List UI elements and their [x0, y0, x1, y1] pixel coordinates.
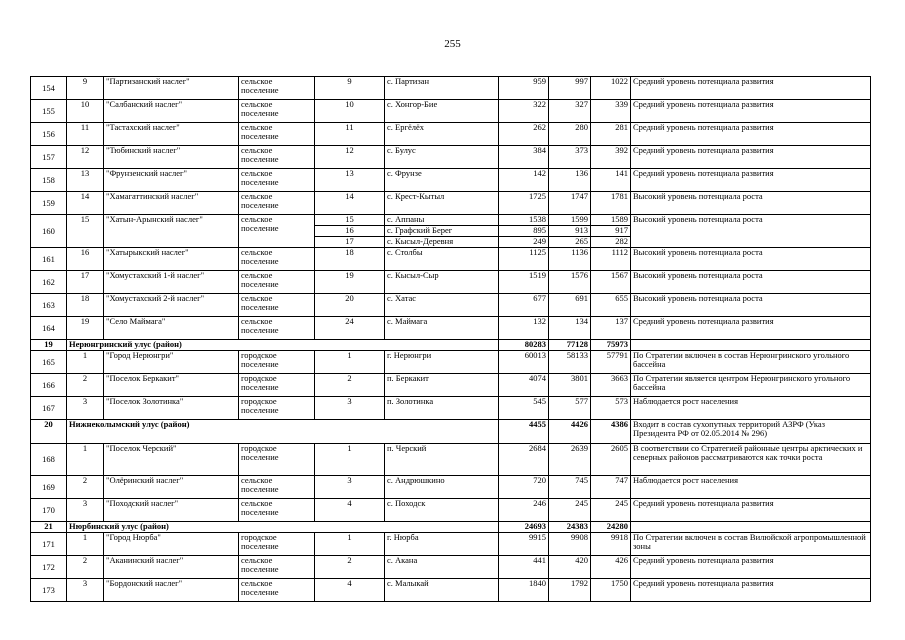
municipality-type: сельское поселение: [239, 77, 315, 100]
municipality-number: 9: [67, 77, 104, 100]
municipality-type: сельское поселение: [239, 215, 315, 248]
settlement-number: 3: [315, 397, 385, 420]
population-value-3: 282: [591, 237, 631, 248]
population-value-2: 1599: [549, 215, 591, 226]
settlement-number: 19: [315, 271, 385, 294]
municipality-type: сельское поселение: [239, 499, 315, 522]
settlement-number: 2: [315, 556, 385, 579]
municipality-type: сельское поселение: [239, 100, 315, 123]
municipality-type: городское поселение: [239, 351, 315, 374]
note: Средний уровень потенциала развития: [631, 317, 871, 340]
row-number: 154: [31, 77, 67, 100]
note: Средний уровень потенциала развития: [631, 146, 871, 169]
table-row: [31, 556, 871, 579]
municipality-type: городское поселение: [239, 374, 315, 397]
row-number: 164: [31, 317, 67, 340]
table-row: [31, 444, 871, 476]
note: Средний уровень потенциала развития: [631, 499, 871, 522]
table-row: [31, 169, 871, 192]
settlement-name: с. Кысыл-Сыр: [385, 271, 499, 294]
page-number: 255: [444, 38, 461, 50]
district-row: [31, 340, 871, 351]
population-value-1: 1519: [499, 271, 549, 294]
population-value-2: 4426: [549, 420, 591, 444]
settlement-number: 10: [315, 100, 385, 123]
population-value-3: 1750: [591, 579, 631, 602]
table-row: [31, 351, 871, 374]
municipality-name: "Партизанский наслег": [104, 77, 239, 100]
note: [631, 522, 871, 533]
population-value-2: 420: [549, 556, 591, 579]
table-row: [31, 533, 871, 556]
municipality-name: "Город Нерюнгри": [104, 351, 239, 374]
population-value-2: 327: [549, 100, 591, 123]
population-value-2: 265: [549, 237, 591, 248]
municipality-type: сельское поселение: [239, 476, 315, 499]
population-value-3: 9918: [591, 533, 631, 556]
note: Наблюдается рост населения: [631, 397, 871, 420]
municipality-number: 17: [67, 271, 104, 294]
note: Входит в состав сухопутных территорий АЗРФ (Указ Президента РФ от 02.05.2014 № 296): [631, 420, 871, 444]
population-value-1: 1125: [499, 248, 549, 271]
municipality-name: "Хамагаттинский наслег": [104, 192, 239, 215]
population-value-3: 24280: [591, 522, 631, 533]
population-value-1: 142: [499, 169, 549, 192]
settlement-number: 14: [315, 192, 385, 215]
municipality-name: "Хомустахский 2-й наслег": [104, 294, 239, 317]
row-number: 159: [31, 192, 67, 215]
table-row: [31, 100, 871, 123]
municipality-name: "Олёринский наслег": [104, 476, 239, 499]
row-number: 168: [31, 444, 67, 476]
municipality-name: "Город Нюрба": [104, 533, 239, 556]
population-value-2: 134: [549, 317, 591, 340]
settlement-number: 2: [315, 374, 385, 397]
population-value-2: 136: [549, 169, 591, 192]
population-value-1: 1725: [499, 192, 549, 215]
settlement-name: п. Черский: [385, 444, 499, 476]
population-value-2: 3801: [549, 374, 591, 397]
population-value-3: 392: [591, 146, 631, 169]
note: Наблюдается рост населения: [631, 476, 871, 499]
settlement-name: с. Крест-Кытыл: [385, 192, 499, 215]
population-value-3: 75973: [591, 340, 631, 351]
population-value-2: 373: [549, 146, 591, 169]
table-row: [31, 146, 871, 169]
note: Высокий уровень потенциала роста: [631, 248, 871, 271]
municipality-name: "Походский наслег": [104, 499, 239, 522]
municipality-name: "Салбанский наслег": [104, 100, 239, 123]
population-value-2: 1136: [549, 248, 591, 271]
population-value-2: 9908: [549, 533, 591, 556]
municipality-type: сельское поселение: [239, 579, 315, 602]
settlement-name: с. Хонгор-Бие: [385, 100, 499, 123]
settlement-name: с. Хатас: [385, 294, 499, 317]
settlement-number: 9: [315, 77, 385, 100]
population-value-1: 384: [499, 146, 549, 169]
population-value-3: 4386: [591, 420, 631, 444]
population-value-1: 9915: [499, 533, 549, 556]
population-value-1: 959: [499, 77, 549, 100]
population-value-3: 3663: [591, 374, 631, 397]
municipality-name: "Хатын-Арынский наслег": [104, 215, 239, 248]
settlement-number: 1: [315, 533, 385, 556]
population-value-2: 77128: [549, 340, 591, 351]
row-number: 163: [31, 294, 67, 317]
note: По Стратегии включен в состав Вилюйской агропромышленной зоны: [631, 533, 871, 556]
municipality-name: "Бордонский наслег": [104, 579, 239, 602]
population-value-3: 57791: [591, 351, 631, 374]
municipality-number: 14: [67, 192, 104, 215]
note: Высокий уровень потенциала роста: [631, 192, 871, 215]
municipality-number: 2: [67, 556, 104, 579]
settlement-name: с. Графский Берег: [385, 226, 499, 237]
row-number: 170: [31, 499, 67, 522]
municipality-number: 19: [67, 317, 104, 340]
table-row: [31, 374, 871, 397]
population-value-2: 577: [549, 397, 591, 420]
row-number: 167: [31, 397, 67, 420]
municipality-type: сельское поселение: [239, 248, 315, 271]
settlement-name: с. Акана: [385, 556, 499, 579]
settlement-number: 13: [315, 169, 385, 192]
note: По Стратегии включен в состав Нерюнгринского угольного бассейна: [631, 351, 871, 374]
municipality-name: "Хомустахский 1-й наслег": [104, 271, 239, 294]
row-number: 162: [31, 271, 67, 294]
population-value-2: 24383: [549, 522, 591, 533]
population-value-1: 60013: [499, 351, 549, 374]
population-value-3: 2605: [591, 444, 631, 476]
settlement-name: с. Маймага: [385, 317, 499, 340]
row-number: 172: [31, 556, 67, 579]
municipality-number: 16: [67, 248, 104, 271]
population-value-2: 245: [549, 499, 591, 522]
municipality-type: сельское поселение: [239, 317, 315, 340]
municipality-name: "Тастахский наслег": [104, 123, 239, 146]
population-value-3: 137: [591, 317, 631, 340]
population-value-2: 1792: [549, 579, 591, 602]
note: [631, 340, 871, 351]
population-value-1: 4074: [499, 374, 549, 397]
population-value-3: 426: [591, 556, 631, 579]
population-value-1: 24693: [499, 522, 549, 533]
settlement-name: с. Фрунзе: [385, 169, 499, 192]
municipality-number: 3: [67, 579, 104, 602]
settlement-number: 1: [315, 351, 385, 374]
settlement-name: с. Походск: [385, 499, 499, 522]
row-number: 165: [31, 351, 67, 374]
population-value-2: 745: [549, 476, 591, 499]
population-value-2: 58133: [549, 351, 591, 374]
note: Средний уровень потенциала развития: [631, 123, 871, 146]
population-value-1: 677: [499, 294, 549, 317]
municipality-number: 1: [67, 444, 104, 476]
settlement-name: п. Беркакит: [385, 374, 499, 397]
population-value-1: 1840: [499, 579, 549, 602]
municipality-name: "Поселок Черский": [104, 444, 239, 476]
district-name: Нюрбинский улус (район): [67, 522, 499, 533]
population-value-1: 322: [499, 100, 549, 123]
table-row: [31, 397, 871, 420]
municipality-type: городское поселение: [239, 397, 315, 420]
population-value-1: 895: [499, 226, 549, 237]
district-name: Нерюнгринский улус (район): [67, 340, 499, 351]
district-number: 21: [31, 522, 67, 533]
settlement-name: с. Андрюшкино: [385, 476, 499, 499]
population-value-3: 1022: [591, 77, 631, 100]
settlement-number: 15: [315, 215, 385, 226]
table-row: [31, 215, 871, 226]
municipality-number: 15: [67, 215, 104, 248]
settlement-name: с. Малыкай: [385, 579, 499, 602]
population-value-3: 281: [591, 123, 631, 146]
row-number: 171: [31, 533, 67, 556]
district-row: [31, 420, 871, 444]
municipality-type: городское поселение: [239, 533, 315, 556]
population-value-2: 2639: [549, 444, 591, 476]
population-value-3: 1589: [591, 215, 631, 226]
note: Средний уровень потенциала развития: [631, 579, 871, 602]
settlement-number: 24: [315, 317, 385, 340]
district-name: Нижнеколымский улус (район): [67, 420, 499, 444]
population-value-1: 132: [499, 317, 549, 340]
row-number: 156: [31, 123, 67, 146]
table-row: [31, 123, 871, 146]
table-row: [31, 499, 871, 522]
settlement-number: 4: [315, 579, 385, 602]
settlement-name: с. Аппаны: [385, 215, 499, 226]
municipality-type: городское поселение: [239, 444, 315, 476]
municipality-number: 13: [67, 169, 104, 192]
row-number: 169: [31, 476, 67, 499]
settlement-name: с. Кысыл-Деревня: [385, 237, 499, 248]
population-value-1: 246: [499, 499, 549, 522]
population-value-2: 913: [549, 226, 591, 237]
municipality-number: 2: [67, 374, 104, 397]
population-value-1: 249: [499, 237, 549, 248]
population-value-3: 747: [591, 476, 631, 499]
table-row: [31, 579, 871, 602]
note: Средний уровень потенциала развития: [631, 77, 871, 100]
population-value-3: 917: [591, 226, 631, 237]
district-number: 20: [31, 420, 67, 444]
settlement-number: 11: [315, 123, 385, 146]
table-row: [31, 476, 871, 499]
population-value-2: 997: [549, 77, 591, 100]
municipality-type: сельское поселение: [239, 294, 315, 317]
municipality-name: "Фрунзенский наслег": [104, 169, 239, 192]
municipality-name: "Хатырыкский наслег": [104, 248, 239, 271]
population-value-2: 1747: [549, 192, 591, 215]
population-value-3: 339: [591, 100, 631, 123]
population-value-1: 4455: [499, 420, 549, 444]
population-value-3: 1567: [591, 271, 631, 294]
municipality-type: сельское поселение: [239, 169, 315, 192]
municipality-number: 3: [67, 499, 104, 522]
row-number: 160: [31, 215, 67, 248]
settlement-name: п. Золотинка: [385, 397, 499, 420]
settlement-name: с. Ергёлёх: [385, 123, 499, 146]
note: По Стратегии является центром Нерюнгринского угольного бассейна: [631, 374, 871, 397]
table-row: [31, 294, 871, 317]
row-number: 155: [31, 100, 67, 123]
population-value-1: 262: [499, 123, 549, 146]
municipality-name: "Аканинский наслег": [104, 556, 239, 579]
municipality-number: 11: [67, 123, 104, 146]
population-value-1: 80283: [499, 340, 549, 351]
population-value-1: 441: [499, 556, 549, 579]
row-number: 158: [31, 169, 67, 192]
settlement-number: 3: [315, 476, 385, 499]
population-value-3: 573: [591, 397, 631, 420]
population-value-2: 280: [549, 123, 591, 146]
population-value-3: 1112: [591, 248, 631, 271]
note: Средний уровень потенциала развития: [631, 556, 871, 579]
row-number: 173: [31, 579, 67, 602]
municipality-type: сельское поселение: [239, 192, 315, 215]
row-number: 166: [31, 374, 67, 397]
note: В соответствии со Стратегией районные центры арктических и северных районов рассматриваются как точки роста: [631, 444, 871, 476]
municipality-name: "Село Маймага": [104, 317, 239, 340]
population-value-3: 1781: [591, 192, 631, 215]
municipality-number: 12: [67, 146, 104, 169]
population-value-1: 1538: [499, 215, 549, 226]
settlement-number: 17: [315, 237, 385, 248]
settlement-name: г. Нюрба: [385, 533, 499, 556]
municipality-number: 18: [67, 294, 104, 317]
settlement-name: с. Столбы: [385, 248, 499, 271]
settlement-number: 18: [315, 248, 385, 271]
settlement-number: 20: [315, 294, 385, 317]
table-row: [31, 77, 871, 100]
district-number: 19: [31, 340, 67, 351]
row-number: 157: [31, 146, 67, 169]
note: Высокий уровень потенциала роста: [631, 271, 871, 294]
table-row: [31, 248, 871, 271]
settlements-table: [30, 76, 871, 602]
settlement-number: 1: [315, 444, 385, 476]
settlement-number: 16: [315, 226, 385, 237]
population-value-1: 720: [499, 476, 549, 499]
municipality-number: 10: [67, 100, 104, 123]
table-row: [31, 192, 871, 215]
settlement-number: 12: [315, 146, 385, 169]
note: Высокий уровень потенциала роста: [631, 294, 871, 317]
population-value-1: 2684: [499, 444, 549, 476]
municipality-name: "Поселок Беркакит": [104, 374, 239, 397]
municipality-name: "Тюбинский наслег": [104, 146, 239, 169]
municipality-number: 1: [67, 533, 104, 556]
district-row: [31, 522, 871, 533]
settlement-name: с. Булус: [385, 146, 499, 169]
settlement-number: 4: [315, 499, 385, 522]
table-row: [31, 271, 871, 294]
table-row: [31, 317, 871, 340]
municipality-number: 3: [67, 397, 104, 420]
note: Средний уровень потенциала развития: [631, 169, 871, 192]
population-value-3: 141: [591, 169, 631, 192]
municipality-name: "Поселок Золотинка": [104, 397, 239, 420]
municipality-number: 1: [67, 351, 104, 374]
note: Высокий уровень потенциала роста: [631, 215, 871, 248]
municipality-type: сельское поселение: [239, 556, 315, 579]
note: Средний уровень потенциала развития: [631, 100, 871, 123]
population-value-3: 245: [591, 499, 631, 522]
row-number: 161: [31, 248, 67, 271]
settlement-name: с. Партизан: [385, 77, 499, 100]
population-value-2: 691: [549, 294, 591, 317]
municipality-type: сельское поселение: [239, 271, 315, 294]
municipality-type: сельское поселение: [239, 123, 315, 146]
municipality-number: 2: [67, 476, 104, 499]
population-value-2: 1576: [549, 271, 591, 294]
municipality-type: сельское поселение: [239, 146, 315, 169]
population-value-1: 545: [499, 397, 549, 420]
settlement-name: г. Нерюнгри: [385, 351, 499, 374]
population-value-3: 655: [591, 294, 631, 317]
